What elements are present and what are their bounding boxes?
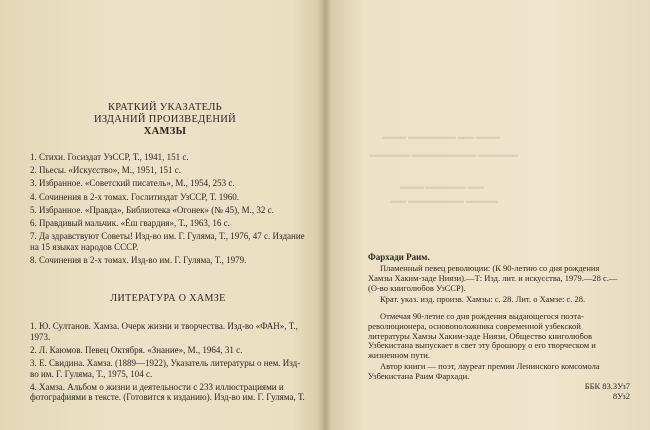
works-list-item: 3. Избранное. «Советский писатель», М., 1954, 253 с. — [30, 178, 235, 189]
bbk-code: 8Уз2 — [612, 391, 630, 401]
works-list-item: 2. Пьесы. «Искусство», М., 1951, 151 с. — [30, 165, 181, 176]
works-list — [30, 152, 306, 266]
show-through-text: ▬▬ ▬▬▬▬▬ ▬▬▬ — [400, 182, 484, 191]
works-list-item: 1. Стихи. Госиздат УзССР, Т., 1941, 151 с. — [30, 152, 189, 162]
entry-paragraph: Крат. указ. изд. произв. Хамзы: с. 28. Лит. о Хамзе: с. 28. — [380, 293, 586, 304]
entry-paragraph: Пламенный певец революции: (К 90-летию со дня рождения Хамзы Хаким-заде Ниязи).—Т: Изд. лит. и искусства, 1979.—28 с.—(О-во книголюбов УзССР). — [368, 262, 618, 293]
index-title-line: ХАМЗЫ — [143, 126, 187, 137]
bbk-code: ББК 83.3Уз7 — [584, 381, 630, 391]
literature-list-item: 2. Л. Каюмов. Певец Октября. «Знание», М., 1964, 31 с. — [30, 344, 243, 355]
works-list-item: 6. Правдивый мальчик. «Ёш гвардия», Т., 1963, 16 с. — [30, 217, 230, 228]
annotation-paragraph: Отмечая 90-летие со дня рождения выдающегося поэта-революционера, основоположника современной узбекской литературы Хамзы Хаким-заде Ниязи, Общество книголюбов Узбекистана выпускает в свет эту брошюру о его творческом и жизненном пути. — [368, 310, 596, 361]
works-list-item: 5. Избранное. «Правда», Библиотека «Огонек» (№ 45), М., 32 с. — [30, 204, 274, 215]
entry-author: Фархади Раим. — [368, 252, 430, 262]
show-through-text: ▬▬▬▬ ▬▬▬▬▬▬▬ ▬▬ — [390, 196, 498, 205]
classification-codes — [560, 381, 630, 401]
works-list-item: 8. Сочинения в 2-х томах. Изд-во им. Г. Гуляма, Т., 1979. — [30, 254, 247, 265]
left-page — [0, 0, 322, 430]
index-title-line: ИЗДАНИЙ ПРОИЗВЕДЕНИЙ — [93, 114, 237, 125]
annotation-paragraph: Автор книги — поэт, лауреат премии Ленинского комсомола Узбекистана Раим Фархади. — [368, 361, 600, 382]
show-through-text: ▬▬▬ ▬▬ ▬▬▬▬▬▬ ▬▬▬ — [382, 132, 500, 141]
literature-list — [30, 321, 306, 403]
index-title-line: КРАТКИЙ УКАЗАТЕЛЬ — [108, 102, 222, 113]
works-list-item: 4. Сочинения в 2-х томах. Гослитиздат УзССР, Т. 1960. — [30, 191, 239, 202]
literature-list-item: 4. Хамза. Альбом о жизни и деятельности с 233 иллюстрациями и фотографиями в тексте. (Готовится к изданию). Изд-во им. Г. Гуляма, Т. — [30, 381, 305, 403]
literature-list-item: 1. Ю. Султанов. Хамза. Очерк жизни и творчества. Изд-во «ФАН», Т., 1973. — [30, 321, 298, 342]
works-list-item: 7. Да здравствуют Советы! Изд-во им. Г. Гуляма, Т., 1976, 47 с. Издание на 15 языках народов СССР. — [30, 231, 305, 252]
show-through-text: ▬▬▬▬▬ ▬▬▬▬▬▬▬▬ ▬▬▬▬▬ — [370, 150, 518, 159]
index-title — [40, 102, 290, 138]
bibliographic-entry — [368, 253, 624, 383]
right-page — [330, 0, 650, 430]
literature-list-item: 3. Е. Свидина. Хамза. (1889—1922), Указатель литературы о нем. Изд-во им. Г. Гуляма, Т., 1975, 104 с. — [30, 357, 301, 379]
literature-title: ЛИТЕРАТУРА О ХАМЗЕ — [110, 293, 226, 304]
